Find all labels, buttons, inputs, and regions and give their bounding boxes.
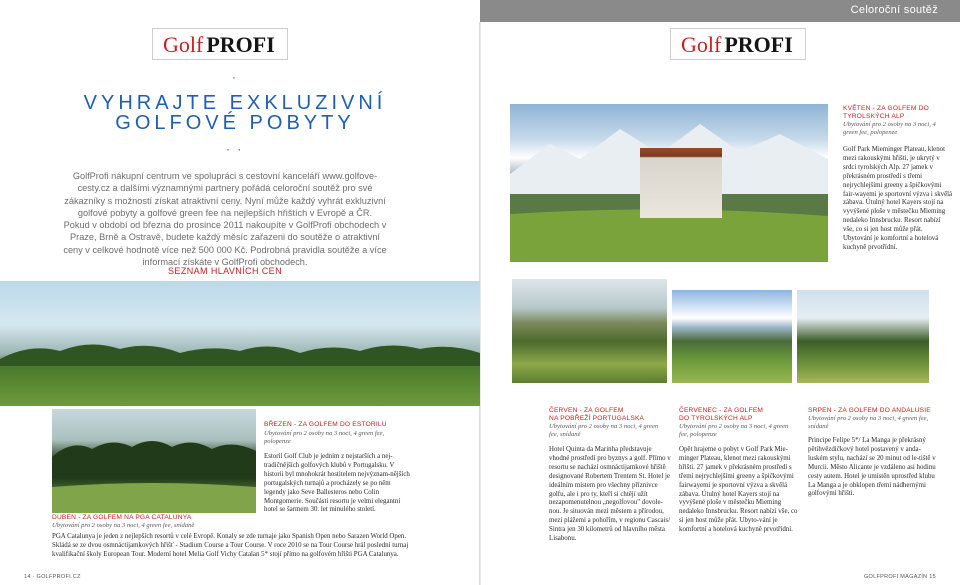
top-bar <box>0 0 960 22</box>
april-prize-body: PGA Catalunya je jeden z nejlepších resortů v celé Evropě. Konaly se zde turnaje jako Spanish Open nebo Sarazen World Open. Skládá se ze dvou osmnáctijamkových hřišť - Stadium Course a Tour Course. V roce 2010 se na Tour Course hrál poslední turnaj kvalifikační školy European Tour. Moderní hotel Melia Golf Vichy Catalan 5* stojí přímo na golfovém hřišti PGA Catalunya. <box>52 533 409 558</box>
may-heading-line-2: TYROLSKÝCH ALP <box>843 113 905 120</box>
june-prize-heading <box>549 407 669 423</box>
headline-line-2: GOLFOVÉ POBYTY <box>115 112 355 134</box>
august-prize-heading: SRPEN - ZA GOLFEM DO ANDALUSIE <box>808 407 931 414</box>
intro-paragraph-1: GolfProfi nákupní centrum ve spolupráci s cestovní kanceláří www.golfove-cesty.cz a dalšími významnými partnery pořádá celoroční soutěž pro své zákazníky s možností získat atraktivní ceny. Nyní může každý vyhrát exkluzivní golfové pobyty a golfové green fee na nejlepších hřištích v Evropě a ČR. <box>64 171 386 218</box>
hotel-kayers-photo <box>510 104 828 262</box>
may-heading-line-1: KVĚTEN - ZA GOLFEM DO <box>843 105 929 112</box>
footer-right: GOLFPROFI MAGAZÍN 15 <box>863 574 936 580</box>
march-prize-subtitle: Ubytování pro 2 osoby na 3 noci, 4 green fee, polopenze <box>264 430 385 445</box>
estoril-course-photo <box>512 279 667 383</box>
june-heading-line-2: NA POBŘEŽÍ PORTUGALSKA <box>549 415 645 422</box>
june-heading-line-1: ČERVEN - ZA GOLFEM <box>549 407 624 414</box>
march-prize-body: Estoril Golf Club je jedním z nejstarších a nej-tradičnějších golfových klubů v Portugalsku. V historii byl mnohokrát hostitelem nejvýznam-nějších portugalských turnajů a procházely se po něm legendy jako Seve Ballesteros nebo Colin Montgomerie. Součástí resortu je velmi elegantní hotel se šarmem 30. let minulého století. <box>264 453 410 514</box>
may-prize-body: Golf Park Mieminger Plateau, klenot mezi rakouskými hřišti, je ukrytý v srdci tyrolských Alp. 27 jamek v překrásném prostředí s třemi nejrychlejšími greeny a špičkovými fair-wayemi je sportovní výzva i skvělá zábava. Útulný hotel Kayers stojí na vyvýšené ploše v městečku Mieming nedaleko Innsbrucku. Resort nabízí vše, co si jen host může přát. Ubytování je komfortní a hotelová kuchyně prvotřídní. <box>843 146 953 251</box>
june-prize-body: Hotel Quinta da Marinha představuje vhodné prostředí pro byznys a golf. Přímo v resortu se nachází osmnáctijamkové hřiště designované Robertem Trentem St. Hotel je ideálním místem pro všechny příznivce golfu, ale i pro ty, kteří si chtějí užít nezapomenutelnou „negolfovou" dovole-nou. Je situován mezi městem a přírodou, mezi plážemi a pohořím, v regionu Cascais/ Sintra jen 30 kilometrů od hlavního města Lisabonu. <box>549 446 671 543</box>
july-prize-heading <box>679 407 799 423</box>
intro-text <box>62 170 388 268</box>
masthead-right <box>670 28 806 60</box>
golf-profi-logo <box>163 32 275 58</box>
golf-profi-logo <box>681 32 793 58</box>
may-prize-heading <box>843 105 951 121</box>
logo-profi-word: PROFI <box>206 32 275 57</box>
section-title: Celoroční soutěž <box>850 4 938 16</box>
august-prize-subtitle: Ubytování pro 2 osoby na 3 noci, 4 green fee, snídaně <box>808 415 929 430</box>
august-prize-body: Principe Felipe 5*/ La Manga je překrásný pětihvězdičkový hotel postavený v anda-luském stylu, nachází se 20 minut od le-tiště v Murcii. Město Alicante je vzdáleno asi hodinu cesty autem. Hotel je umístěn uprostřed klubu La Manga a je obklopen třemi nádhernými golfovými hřišti. <box>808 437 936 498</box>
course-panorama-photo <box>0 281 480 406</box>
tree-silhouette <box>0 281 480 406</box>
march-prize-heading: BŘEZEN - ZA GOLFEM DO ESTORILU <box>264 421 387 428</box>
footer-left: 14 · GOLFPROFI.CZ <box>24 574 81 580</box>
prize-list-heading: SEZNAM HLAVNÍCH CEN <box>168 266 282 276</box>
pine-trees <box>52 409 256 513</box>
april-prize-subtitle: Ubytování pro 2 osoby na 3 noci, 4 green fee, snídaně <box>52 522 195 529</box>
headline-line-1: VYHRAJTE EXKLUZIVNÍ <box>83 92 387 114</box>
logo-profi-word: PROFI <box>724 32 793 57</box>
hotel-building <box>640 148 722 218</box>
dot-accent-bottom: · · <box>226 142 244 156</box>
la-manga-course-photo <box>797 290 929 383</box>
dot-accent-top: · <box>232 70 238 84</box>
july-heading-line-2: DO TYROLSKÝCH ALP <box>679 415 753 422</box>
pga-catalunya-photo <box>52 409 256 513</box>
logo-golf-word: Golf <box>681 32 722 57</box>
june-prize-subtitle: Ubytování pro 2 osoby na 3 noci, 4 green fee, snídaně <box>549 423 659 438</box>
july-heading-line-1: ČERVENEC - ZA GOLFEM <box>679 407 764 414</box>
july-prize-subtitle: Ubytování pro 2 osoby na 3 noci, 4 green fee, polopenze <box>679 423 789 438</box>
logo-golf-word: Golf <box>163 32 204 57</box>
masthead-left <box>152 28 288 60</box>
july-prize-body: Opět hrajeme o pobyt v Golf Park Mie-minger Plateau, klenot mezi rakouskými hřišti. 27 jamek v překrásném prostředí s třemi nejrychlejšími greeny a špičkovými fairwayemi je sportovní výzva a skvělá zábava. Útulný hotel Kayers stojí na vyvýšené ploše v městečku Mieming nedaleko Innsbrucku. Resort nabízí vše, co si jen host může přát. Ubyto-vání je komfortní a hotelová kuchyně prvotřídní. <box>679 446 798 534</box>
mieminger-course-photo <box>672 290 792 383</box>
intro-paragraph-2: Pokud v období od března do prosince 2011 nakoupíte v GolfProfi obchodech v Praze, Brně a Ostravě, budete každý měsíc zařazeni do soutěže o atraktivní ceny v celkové hodnotě více než 500 000 Kč. Podrobná pravidla soutěže a více informací získáte v GolfProfi obchodech. <box>63 220 387 268</box>
may-prize-subtitle: Ubytování pro 2 osoby na 3 noci, 4 green fee, polopenze <box>843 121 936 136</box>
april-prize-heading: DUBEN - ZA GOLFEM NA PGA CATALUNYA <box>52 514 192 521</box>
